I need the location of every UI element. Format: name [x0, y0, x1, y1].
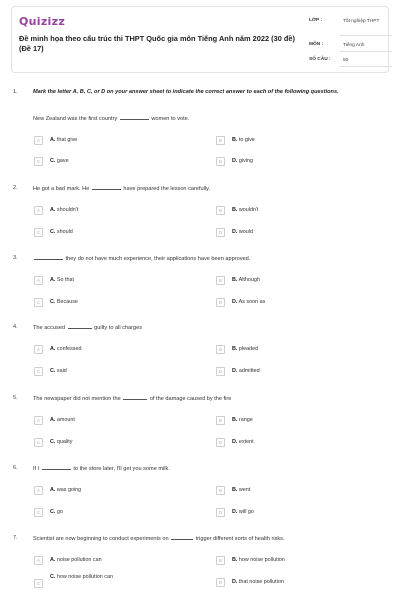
- option-text: shouldn't: [56, 207, 79, 213]
- option-text: wouldn't: [238, 207, 259, 213]
- answer-blank: [120, 115, 149, 120]
- option-letter-box: D: [216, 438, 225, 447]
- option-letter-box: D: [216, 367, 225, 376]
- option-text: go: [56, 509, 63, 515]
- option-letter-box: B: [216, 276, 225, 285]
- option-letter-box: D: [216, 578, 225, 587]
- option-text: would: [238, 229, 253, 235]
- subject-label: MÔN :: [309, 42, 324, 47]
- option-letter-box: B: [216, 136, 225, 145]
- option-text: how noise pollution: [238, 557, 285, 563]
- quizizz-logo: Quizizz: [19, 15, 66, 28]
- option-letter-box: A: [34, 486, 43, 495]
- question-text: If I to the store later, I'll get you some milk.: [33, 466, 170, 472]
- option-text: that give: [56, 137, 78, 143]
- divider: [340, 66, 392, 67]
- option-letter-box: C: [34, 367, 43, 376]
- class-value: Tốt nghiệp THPT: [343, 19, 380, 24]
- option-letter-box: B: [216, 416, 225, 425]
- count-label: SỐ CÂU :: [309, 57, 331, 62]
- question-text: He got a bad mark. He have prepared the lesson carefully.: [33, 186, 211, 192]
- option-letter-box: D: [216, 508, 225, 517]
- question-number: 6.: [13, 465, 18, 471]
- option-text: said: [56, 368, 67, 374]
- question-text: New Zealand was the first country women to vote.: [33, 116, 190, 122]
- divider: [340, 35, 392, 36]
- option-letter-box: C: [34, 298, 43, 307]
- option-text: gave: [56, 158, 69, 164]
- option-letter-box: B: [216, 556, 225, 565]
- option-letter-box: D: [216, 157, 225, 166]
- option-letter-box: C: [34, 508, 43, 517]
- option-text: Although: [238, 277, 260, 283]
- option-text: noise pollution can: [56, 557, 102, 563]
- class-label: LỚP :: [309, 18, 323, 23]
- option-letter-box: A: [34, 416, 43, 425]
- count-value: 50: [343, 58, 349, 63]
- answer-blank: [123, 395, 147, 400]
- option-text: As soon as: [238, 299, 266, 305]
- option-text: will go: [238, 509, 254, 515]
- option-text: range: [238, 417, 253, 423]
- question-text: The accused guilty to all charges: [33, 325, 143, 331]
- option-letter-box: C: [34, 228, 43, 237]
- option-letter-box: D: [216, 228, 225, 237]
- option-text: So that: [56, 277, 74, 283]
- question-text: Scientist are now beginning to conduct experiments on trigger different sorts of health risks.: [33, 536, 285, 542]
- option-letter-box: B: [216, 345, 225, 354]
- option-letter-box: C: [34, 579, 43, 588]
- option-letter-box: A: [34, 556, 43, 565]
- option-text: pleaded: [238, 346, 259, 352]
- worksheet-title: Đề minh họa theo cấu trúc thi THPT Quốc gia môn Tiếng Anh năm 2022 (30 đề) (Đề 17): [19, 34, 295, 53]
- worksheet-header: [11, 6, 389, 73]
- option-letter-box: C: [34, 438, 43, 447]
- option-text: to give: [238, 137, 255, 143]
- question-number: 3.: [13, 255, 18, 261]
- instruction: Mark the letter A, B, C, or D on your answer sheet to indicate the correct answer to each of the following questions.: [33, 89, 339, 95]
- question-number: 4.: [13, 324, 18, 330]
- question-text: The newspaper did not mention the of the damage caused by the fire: [33, 396, 232, 402]
- answer-blank: [171, 535, 193, 540]
- option-text: confessed: [56, 346, 82, 352]
- answer-blank: [34, 255, 63, 260]
- question-number: 7.: [13, 535, 18, 541]
- option-text: was going: [56, 487, 82, 493]
- option-letter-box: A: [34, 276, 43, 285]
- option-text: went: [238, 487, 251, 493]
- answer-blank: [42, 465, 71, 470]
- question-text: they do not have much experience, their applications have been approved.: [33, 255, 373, 263]
- option-text: Because: [56, 299, 78, 305]
- question-number: 2.: [13, 185, 18, 191]
- option-letter-box: B: [216, 206, 225, 215]
- option-letter-box: C: [34, 157, 43, 166]
- divider: [340, 51, 392, 52]
- option-letter-box: B: [216, 486, 225, 495]
- question-number: 1.: [13, 89, 18, 95]
- option-text: admitted: [238, 368, 260, 374]
- option-text: giving: [238, 158, 253, 164]
- answer-blank: [68, 324, 92, 329]
- option-text: how noise pollution can: [56, 574, 113, 580]
- answer-blank: [92, 185, 121, 190]
- option-text: quality: [56, 439, 73, 445]
- question-number: 5.: [13, 395, 18, 401]
- option-letter-box: D: [216, 298, 225, 307]
- option-text: that noise pollution: [238, 579, 284, 585]
- option-letter-box: A: [34, 345, 43, 354]
- subject-value: Tiếng Anh: [343, 43, 365, 48]
- option-letter-box: A: [34, 206, 43, 215]
- option-text: should: [56, 229, 73, 235]
- option-text: amount: [56, 417, 75, 423]
- option-letter-box: A: [34, 136, 43, 145]
- option-text: extent: [238, 439, 254, 445]
